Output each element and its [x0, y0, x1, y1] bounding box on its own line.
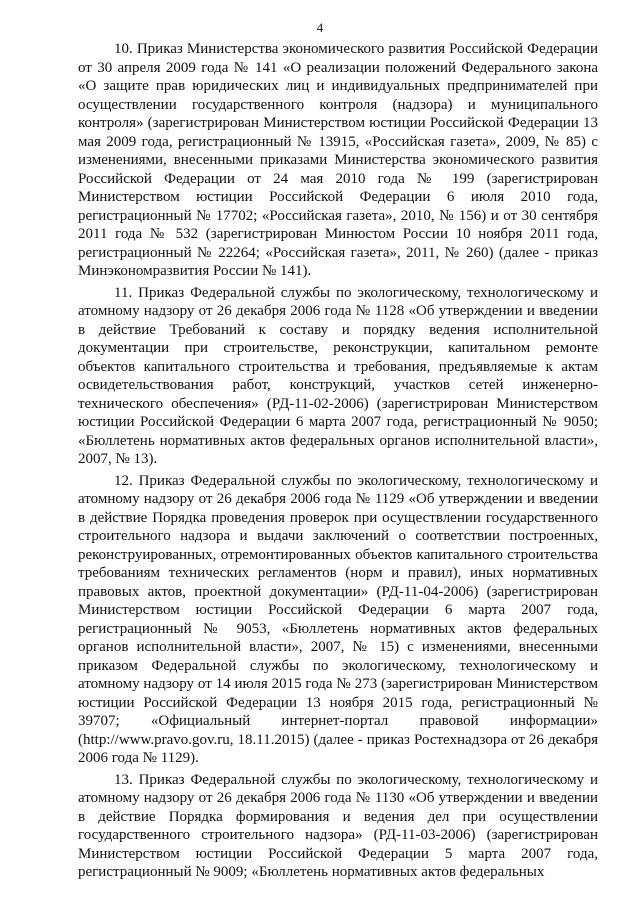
- paragraph-item-11: 11. Приказ Федеральной службы по экологическому, технологическому и атомному надзору от 26 декабря 2006 года № 1128 «Об утверждении и введении в действие Требований к составу и порядку ведения исполнительной документации при строительстве, реконструкции, капитальном ремонте объектов капитального строительства и требования, предъявляемые к актам освидетельствования работ, конструкций, участков сетей инженерно-технического обеспечения» (РД-11-02-2006) (зарегистрирован Министерством юстиции Российской Федерации 6 марта 2007 года, регистрационный № 9050; «Бюллетень нормативных актов федеральных органов исполнительной власти», 2007, № 13).: [78, 284, 598, 467]
- page-number: 4: [316, 20, 324, 35]
- paragraph-item-10: 10. Приказ Министерства экономического развития Российской Федерации от 30 апреля 2009 года № 141 «О реализации положений Федерального закона «О защите прав юридических лиц и индивидуальных предпринимателей при осуществлении государственного контроля (надзора) и муниципального контроля» (зарегистрирован Министерством юстиции Российской Федерации 13 мая 2009 года, регистрационный № 13915, «Российская газета», 2009, № 85) с изменениями, внесенными приказами Министерства экономического развития Российской Федерации от 24 мая 2010 года № 199 (зарегистрирован Министерством юстиции Российской Федерации 6 июля 2010 года, регистрационный № 17702; «Российская газета», 2010, № 156) и от 30 сентября 2011 года № 532 (зарегистрирован Минюстом России 10 ноября 2011 года, регистрационный № 22264; «Российская газета», 2011, № 260) (далее - приказ Минэкономразвития России № 141).: [78, 41, 598, 279]
- paragraph-item-12: 12. Приказ Федеральной службы по экологическому, технологическому и атомному надзору от 26 декабря 2006 года № 1129 «Об утверждении и введении в действие Порядка проведения проверок при осуществлении государственного строительного надзора и выдачи заключений о соответствии построенных, реконструированных, отремонтированных объектов капитального строительства требованиям технических регламентов (норм и правил), иных нормативных правовых актов, проектной документации» (РД-11-04-2006) (зарегистрирован Министерством юстиции Российской Федерации 6 марта 2007 года, регистрационный № 9053, «Бюллетень нормативных актов федеральных органов исполнительной власти», 2007, № 15) с изменениями, внесенными приказом Федеральной службы по экологическому, технологическому и атомному надзору от 14 июля 2015 года № 273 (зарегистрирован Министерством юстиции Российской Федерации 13 ноября 2015 года, регистрационный № 39707; «Официальный интернет-портал правовой информации» (http://www.pravo.gov.ru, 18.11.2015) (далее - приказ Ростехнадзора от 26 декабря 2006 года № 1129).: [78, 472, 598, 766]
- paragraph-item-13: 13. Приказ Федеральной службы по экологическому, технологическому и атомному надзору от 26 декабря 2006 года № 1130 «Об утверждении и введении в действие Порядка формирования и ведения дел при осуществлении государственного строительного надзора» (РД-11-03-2006) (зарегистрирован Министерством юстиции Российской Федерации 5 марта 2007 года, регистрационный № 9009; «Бюллетень нормативных актов федеральных: [78, 771, 598, 880]
- document-body: [78, 40, 598, 885]
